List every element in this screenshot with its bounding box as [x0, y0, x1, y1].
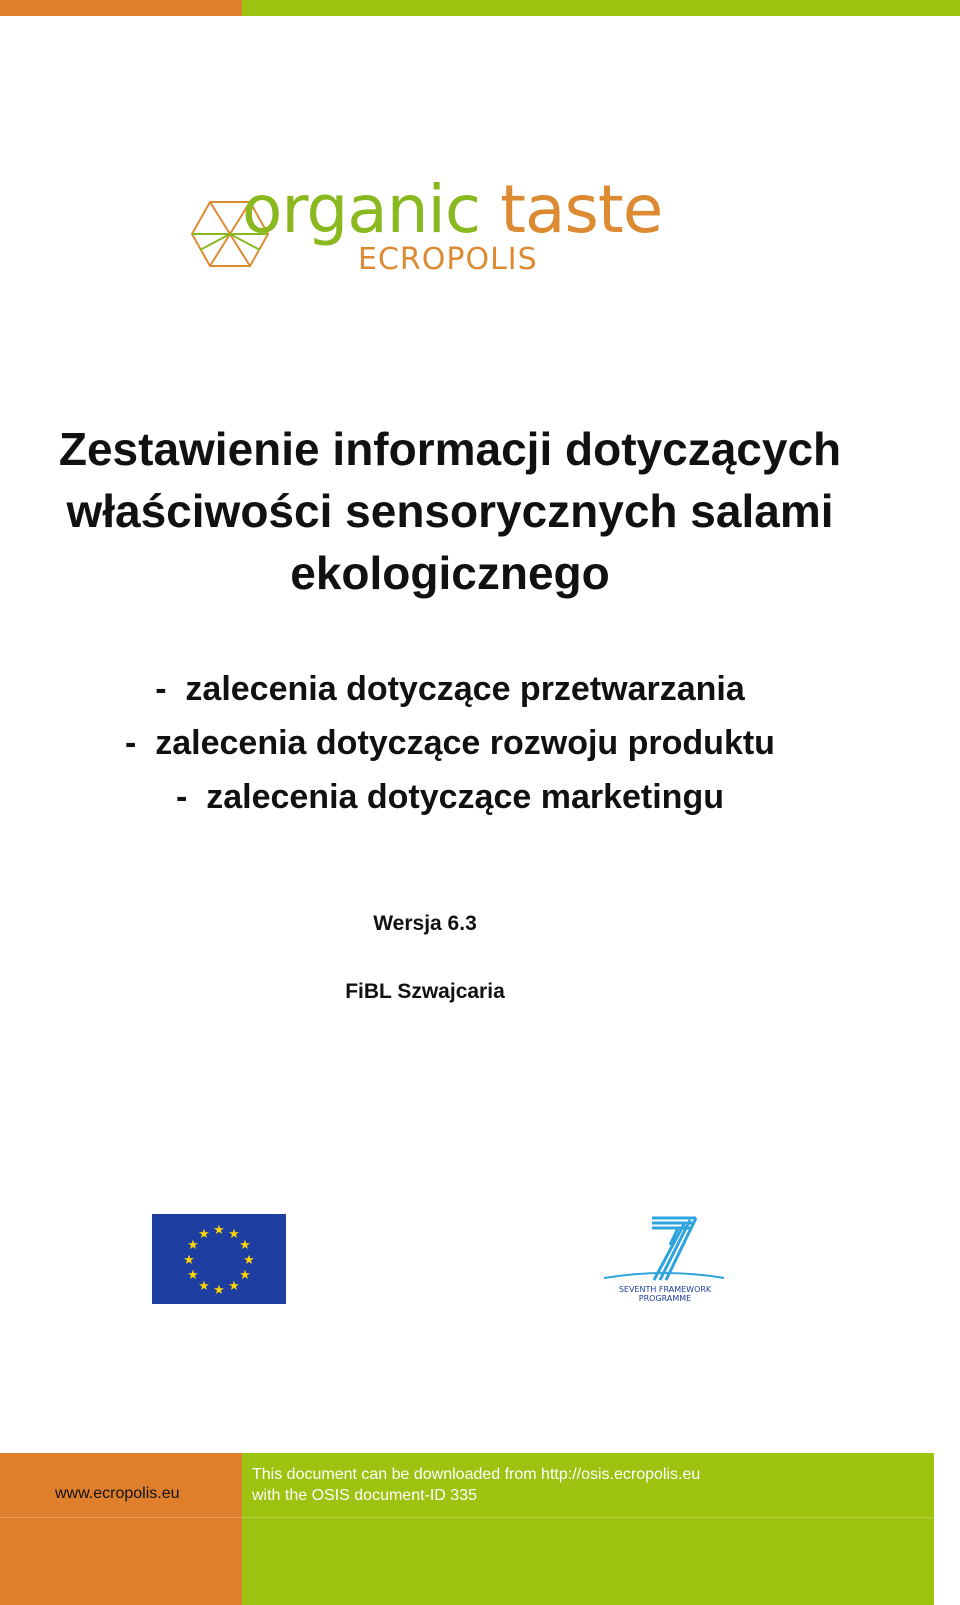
svg-text:★: ★ — [187, 1268, 199, 1283]
top-bar-green — [242, 0, 960, 16]
organic-taste-logo — [190, 170, 690, 290]
svg-text:★: ★ — [198, 1227, 210, 1242]
logo-wordmark — [242, 170, 662, 250]
recommendation-item: - zalecenia dotyczące przetwarzania — [155, 670, 745, 708]
svg-text:★: ★ — [213, 1283, 225, 1298]
recommendation-item: - zalecenia dotyczące rozwoju produktu — [125, 724, 775, 762]
website-link[interactable]: www.ecropolis.eu — [55, 1485, 180, 1502]
svg-text:★: ★ — [243, 1253, 255, 1268]
download-note — [252, 1464, 700, 1506]
download-note-line: with the OSIS document-ID 335 — [252, 1487, 477, 1504]
title-line: ekologicznego — [290, 547, 610, 599]
recommendation-item: - zalecenia dotyczące marketingu — [176, 778, 724, 816]
version-label: Wersja 6.3 — [373, 912, 477, 935]
top-bar-orange — [0, 0, 242, 16]
svg-text:★: ★ — [228, 1279, 240, 1294]
footer-divider — [0, 1517, 934, 1518]
eu-stars — [152, 1214, 286, 1304]
svg-text:★: ★ — [239, 1268, 251, 1283]
title-line: Zestawienie informacji dotyczących — [58, 423, 842, 475]
eu-flag-icon — [152, 1214, 286, 1304]
logo-word-organic: organic — [242, 171, 481, 248]
svg-text:★: ★ — [228, 1227, 240, 1242]
svg-text:★: ★ — [239, 1238, 251, 1253]
logo-word-taste: taste — [500, 171, 663, 248]
svg-text:★: ★ — [213, 1223, 225, 1238]
document-title — [0, 418, 900, 604]
fp7-line2: PROGRAMME — [638, 1294, 692, 1303]
svg-text:★: ★ — [183, 1253, 195, 1268]
fp7-seven-icon — [600, 1210, 730, 1305]
organization-label: FiBL Szwajcaria — [345, 980, 505, 1003]
svg-text:★: ★ — [187, 1238, 199, 1253]
logo-subtitle: ECROPOLIS — [358, 242, 538, 277]
footer-orange-block — [0, 1453, 242, 1605]
svg-text:★: ★ — [198, 1279, 210, 1294]
top-color-bar — [0, 0, 960, 16]
fp7-line1: SEVENTH FRAMEWORK — [618, 1285, 712, 1294]
download-note-line: This document can be downloaded from http://osis.ecropolis.eu — [252, 1466, 701, 1483]
recommendations-list — [0, 662, 900, 824]
title-line: właściwości sensorycznych salami — [66, 485, 834, 537]
fp7-logo — [600, 1210, 730, 1305]
footer — [0, 1453, 960, 1605]
